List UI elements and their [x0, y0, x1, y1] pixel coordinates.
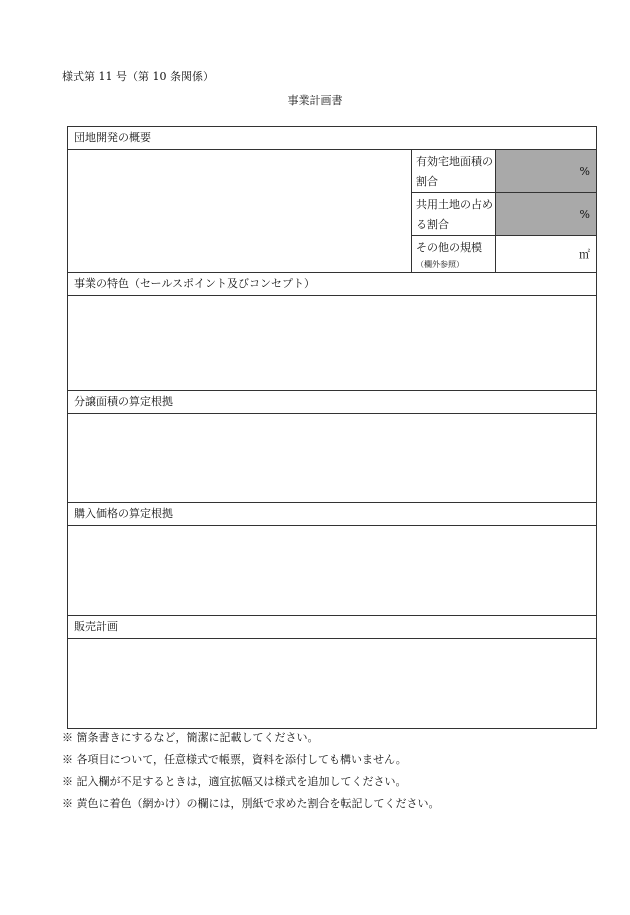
percent-unit: %	[579, 207, 590, 221]
note-item: ※ 黄色に着色（網かけ）の欄には，別紙で求めた割合を転記してください。	[62, 797, 440, 810]
common-land-ratio-label: 共用土地の占める割合	[412, 193, 496, 235]
effective-area-ratio-field[interactable]	[496, 150, 596, 192]
sales-plan-input-area[interactable]	[68, 639, 596, 728]
percent-unit: %	[579, 164, 590, 178]
common-land-ratio-row	[412, 193, 596, 236]
price-basis-header: 購入価格の算定根拠	[68, 503, 596, 526]
note-item: ※ 各項目について，任意様式で帳票，資料を添付しても構いません。	[62, 753, 407, 766]
other-scale-label	[412, 236, 496, 272]
other-scale-field[interactable]	[496, 236, 596, 272]
common-land-ratio-field[interactable]	[496, 193, 596, 235]
form-number: 様式第 11 号（第 10 条関係）	[62, 70, 214, 83]
notes-list	[62, 727, 440, 815]
overview-body	[68, 150, 596, 273]
overview-input-area[interactable]	[68, 150, 412, 272]
note-item: ※ 箇条書きにするなど，簡潔に記載してください。	[62, 731, 319, 744]
area-basis-input-area[interactable]	[68, 414, 596, 503]
page-title: 事業計画書	[287, 94, 343, 107]
sales-plan-header: 販売計画	[68, 616, 596, 639]
other-scale-label-text: その他の規模	[416, 241, 482, 254]
overview-header: 団地開発の概要	[68, 127, 596, 150]
overview-metrics	[412, 150, 596, 272]
effective-area-ratio-row	[412, 150, 596, 193]
other-scale-note: （欄外参照）	[416, 260, 464, 269]
features-input-area[interactable]	[68, 296, 596, 391]
plan-form-table	[67, 126, 597, 729]
square-meter-unit: ㎡	[579, 248, 590, 261]
price-basis-input-area[interactable]	[68, 526, 596, 616]
other-scale-row	[412, 236, 596, 272]
area-basis-header: 分譲面積の算定根拠	[68, 391, 596, 414]
effective-area-ratio-label: 有効宅地面積の割合	[412, 150, 496, 192]
features-header: 事業の特色（セールスポイント及びコンセプト）	[68, 273, 596, 296]
note-item: ※ 記入欄が不足するときは，適宜拡幅又は様式を追加してください。	[62, 775, 407, 788]
